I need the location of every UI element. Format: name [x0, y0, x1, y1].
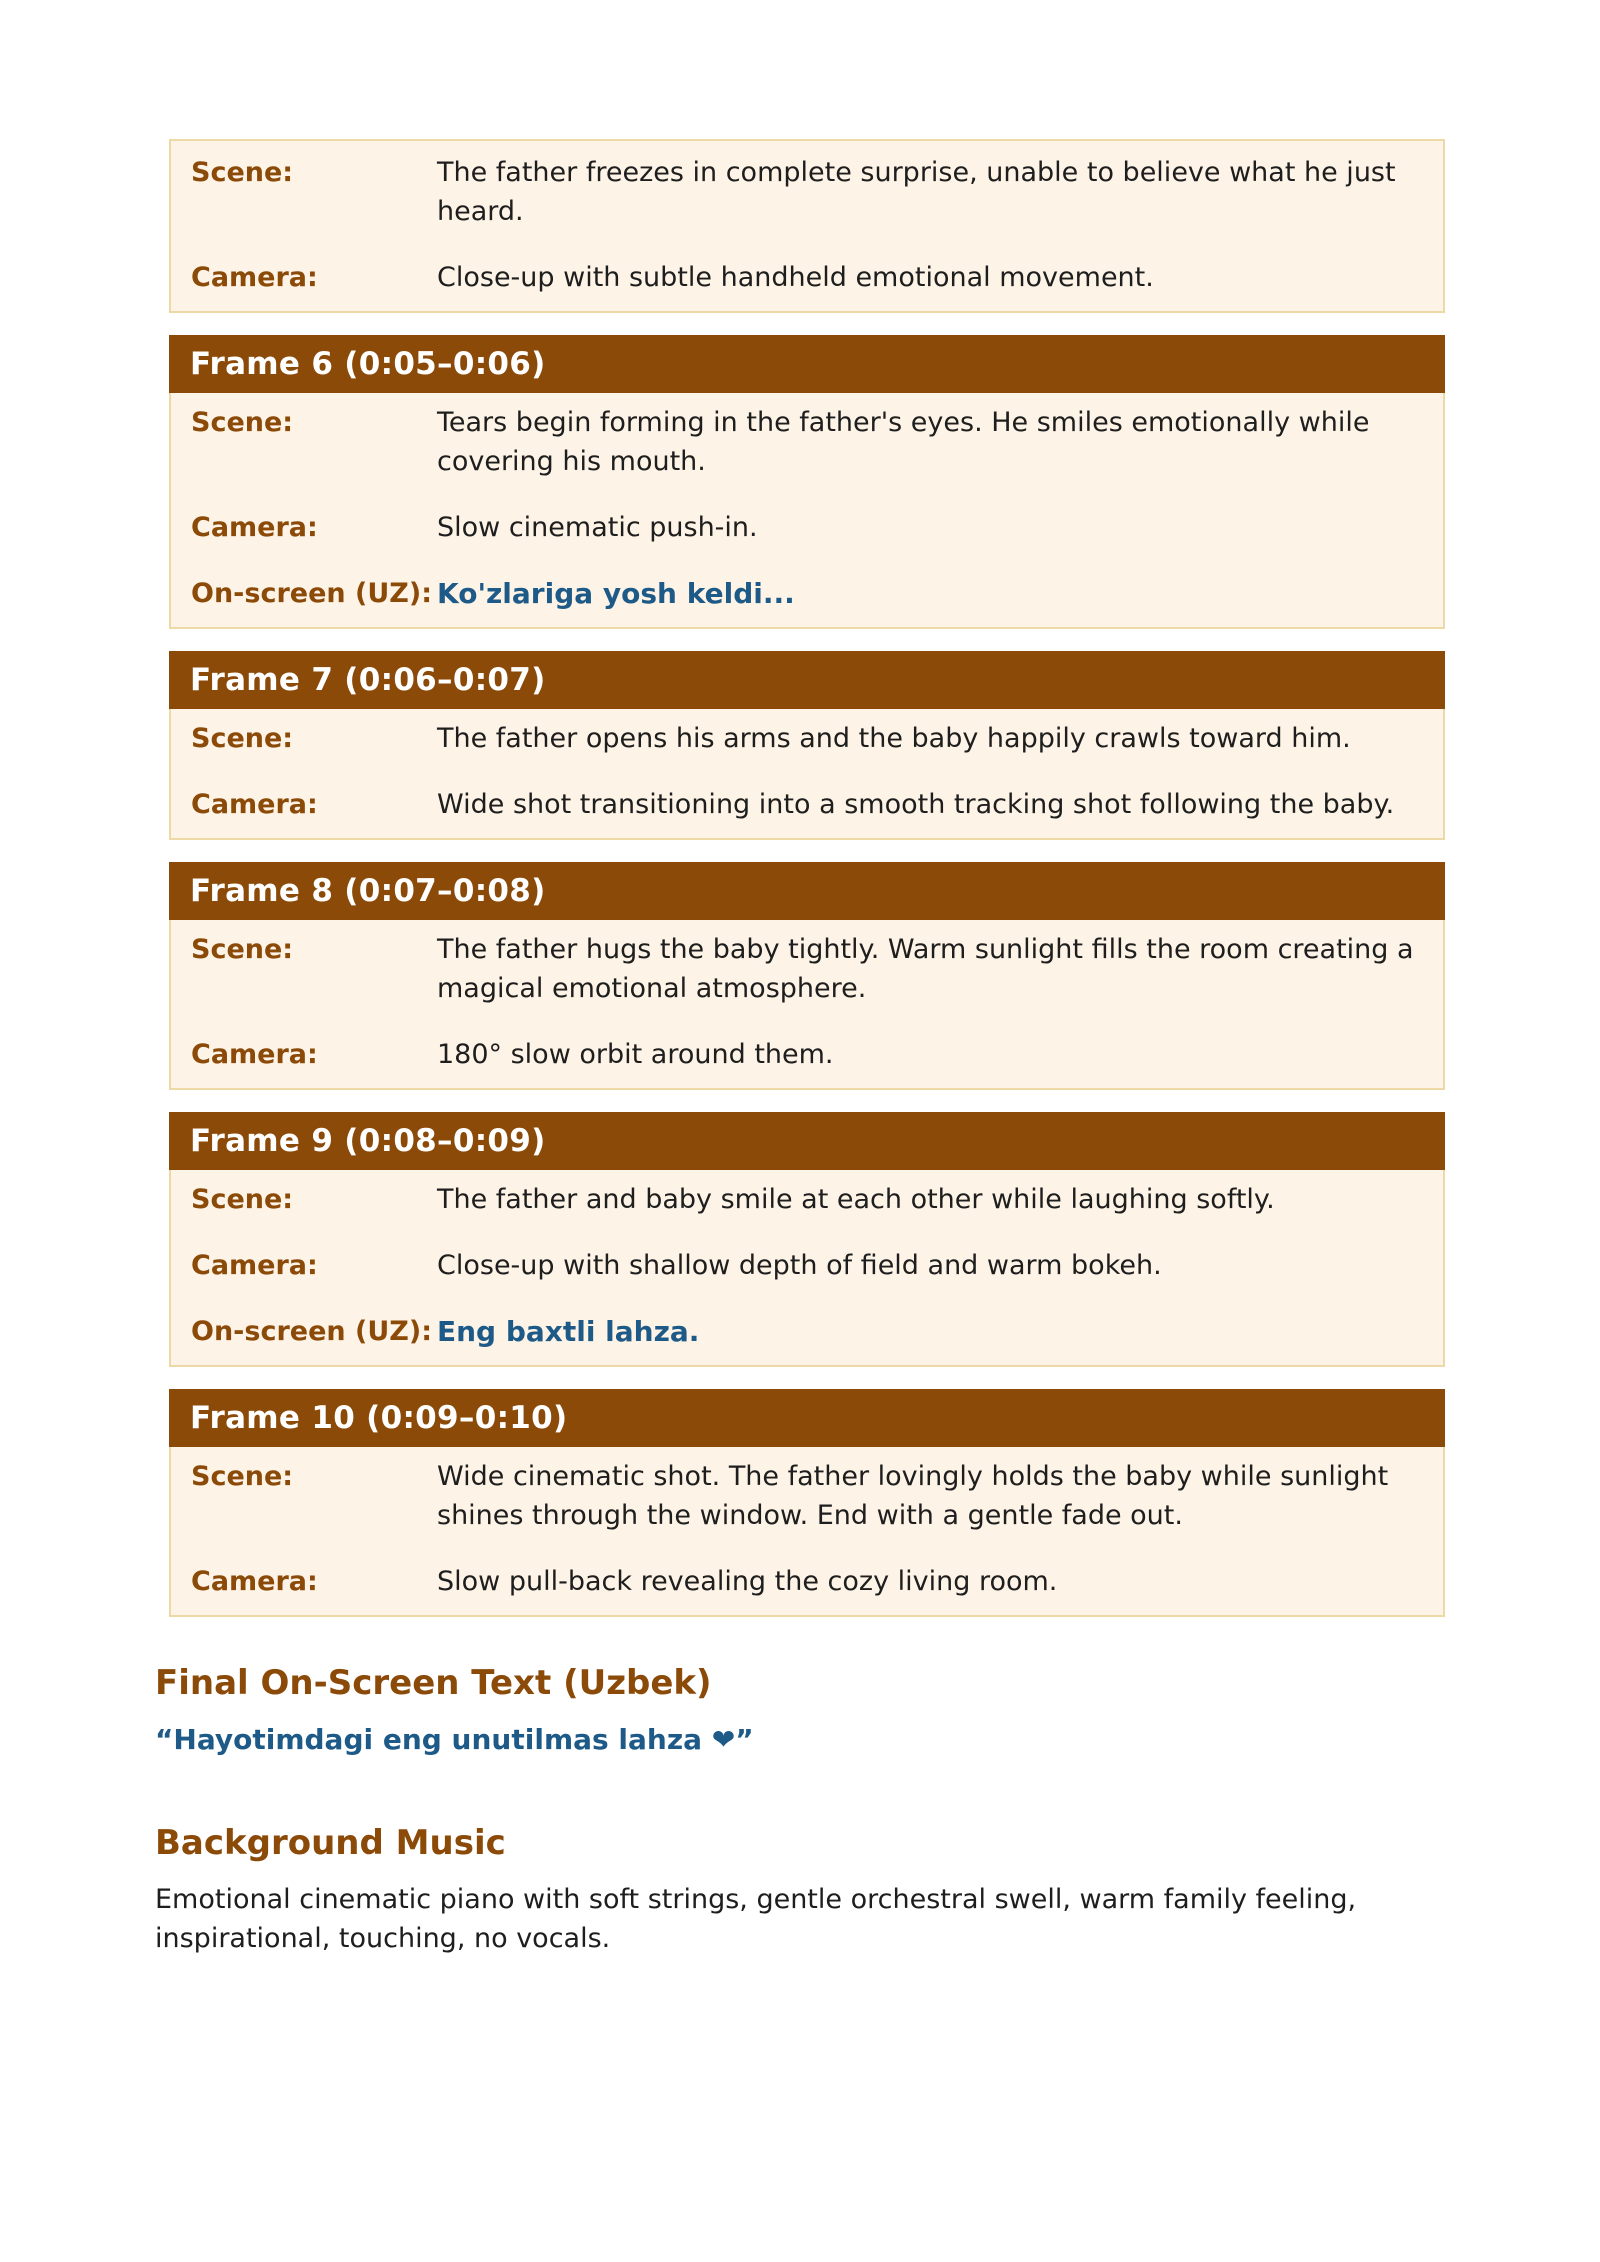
row-label: Camera:	[191, 262, 318, 293]
background-music-heading: Background Music	[155, 1823, 506, 1863]
page-content	[155, 139, 1447, 1958]
row-label: On-screen (UZ):	[191, 1316, 432, 1347]
frame-body	[169, 393, 1445, 629]
frame-row	[191, 1312, 1423, 1351]
frame-row	[191, 1246, 1423, 1285]
row-label: Scene:	[191, 157, 294, 188]
onscreen-text: Ko'zlariga yosh keldi...	[437, 577, 795, 610]
row-label: Camera:	[191, 1039, 318, 1070]
frame-row	[191, 785, 1423, 824]
row-label: Camera:	[191, 1566, 318, 1597]
frame-row	[191, 719, 1423, 758]
frame-card	[169, 335, 1445, 629]
frame-card	[169, 862, 1445, 1090]
frame-list	[169, 139, 1445, 1617]
row-value: Slow pull-back revealing the cozy living room.	[437, 1566, 1058, 1597]
frame-card	[169, 651, 1445, 840]
row-value: Wide shot transitioning into a smooth tracking shot following the baby.	[437, 789, 1395, 820]
frame-header: Frame 6 (0:05–0:06)	[169, 335, 1445, 393]
frame-row	[191, 930, 1423, 1008]
row-value: 180° slow orbit around them.	[437, 1039, 834, 1070]
frame-body	[169, 709, 1445, 840]
onscreen-text: Eng baxtli lahza.	[437, 1315, 700, 1348]
frame-body	[169, 1170, 1445, 1367]
frame-header: Frame 9 (0:08–0:09)	[169, 1112, 1445, 1170]
frame-body	[169, 920, 1445, 1090]
frame-row	[191, 508, 1423, 547]
frame-row	[191, 1562, 1423, 1601]
background-music-text: Emotional cinematic piano with soft strings, gentle orchestral swell, warm family feeling, inspirational, touching, no vocals.	[155, 1884, 1357, 1954]
frame-row	[191, 1180, 1423, 1219]
row-label: Camera:	[191, 1250, 318, 1281]
row-value: Close-up with shallow depth of field and warm bokeh.	[437, 1250, 1162, 1281]
frame-body	[169, 139, 1445, 313]
frame-card	[169, 139, 1445, 313]
frame-row	[191, 1457, 1423, 1535]
row-label: Camera:	[191, 789, 318, 820]
frame-row	[191, 574, 1423, 613]
row-value: The father hugs the baby tightly. Warm sunlight fills the room creating a magical emotional atmosphere.	[437, 934, 1414, 1004]
frame-row	[191, 403, 1423, 481]
final-onscreen-text: “Hayotimdagi eng unutilmas lahza ❤”	[155, 1723, 754, 1756]
frame-card	[169, 1389, 1445, 1617]
row-value: Wide cinematic shot. The father lovingly holds the baby while sunlight shines through the window. End with a gentle fade out.	[437, 1461, 1389, 1531]
row-label: Scene:	[191, 723, 294, 754]
frame-header: Frame 10 (0:09–0:10)	[169, 1389, 1445, 1447]
row-value: Close-up with subtle handheld emotional movement.	[437, 262, 1154, 293]
frame-body	[169, 1447, 1445, 1617]
row-label: Camera:	[191, 512, 318, 543]
frame-row	[191, 153, 1423, 231]
frame-row	[191, 258, 1423, 297]
frame-card	[169, 1112, 1445, 1367]
final-onscreen-heading: Final On-Screen Text (Uzbek)	[155, 1663, 712, 1703]
row-value: The father freezes in complete surprise, unable to believe what he just heard.	[437, 157, 1396, 227]
row-label: Scene:	[191, 407, 294, 438]
frame-row	[191, 1035, 1423, 1074]
row-label: Scene:	[191, 1184, 294, 1215]
row-label: On-screen (UZ):	[191, 578, 432, 609]
row-label: Scene:	[191, 934, 294, 965]
row-value: The father opens his arms and the baby happily crawls toward him.	[437, 723, 1351, 754]
frame-header: Frame 7 (0:06–0:07)	[169, 651, 1445, 709]
row-label: Scene:	[191, 1461, 294, 1492]
frame-header: Frame 8 (0:07–0:08)	[169, 862, 1445, 920]
row-value: Slow cinematic push-in.	[437, 512, 758, 543]
row-value: Tears begin forming in the father's eyes. He smiles emotionally while covering his mouth.	[437, 407, 1370, 477]
row-value: The father and baby smile at each other while laughing softly.	[437, 1184, 1275, 1215]
